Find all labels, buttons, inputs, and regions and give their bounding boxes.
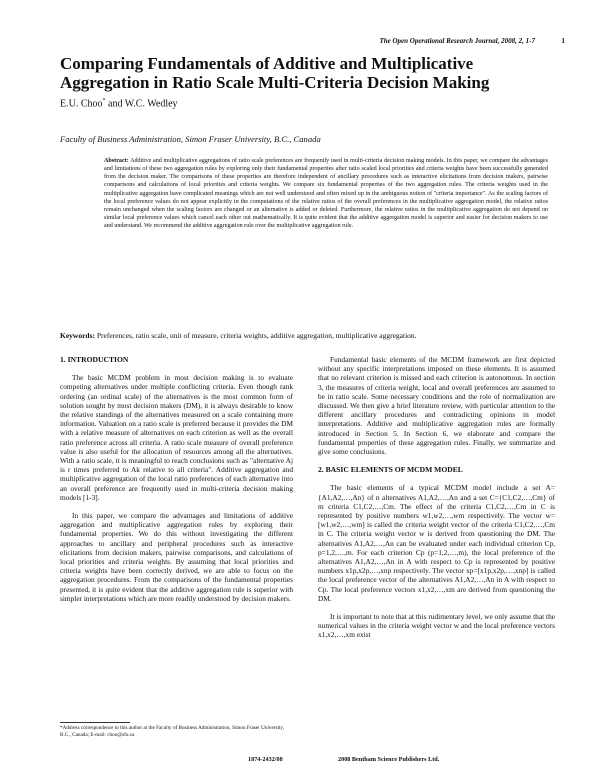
author-line <box>60 98 178 109</box>
section-heading-introduction: 1. INTRODUCTION <box>60 355 129 364</box>
abstract-label: Abstract: <box>104 158 129 164</box>
running-head <box>60 37 565 45</box>
intro-paragraph-1: The basic MCDM problem in most decision making is to evaluate competing alternatives under multiple conflicting criteria. Even though rank ordering (an ordinal scale) of the alternatives is the most common form of solution sought by most decision makers (DM), it is always desirable to know the relative standings of the alternatives measured on a scale containing more information. Valuation on a ratio scale is preferred because it provides the DM with a relative measure of alternatives on each criterion as well as the overall ratio preference across all criteria. A ratio scale measure of overall preference value is also useful for the allocation of resources among all the alternatives. With a ratio scale, it is meaningful to reach conclusions such as "alternative Aj is r times preferred to Ak relative to all criteria". Additive aggregation and multiplicative aggregation of the local ratio preferences of each alternative into an overall preference are frequently used in multi-criteria decision making models [1-3]. <box>60 373 293 502</box>
keywords-label: Keywords: <box>60 331 95 340</box>
abstract-text: Additive and multiplicative aggregations of ratio scale preferences are frequently used in multi-criteria decision making models. In this paper, we compare the advantages and limitations of these two aggregation rules by exploring only their fundamental properties after ratio scaled local priorities and criteria weights have been successfully generated from the decision maker. The comparisons of these properties are therefore independent of ancillary procedures such as interactive elicitations from decision makers, pairwise comparisons and calculations of local priorities and criteria weights. We compare six fundamental properties of the two aggregation rules. The criteria weights used in the multiplicative aggregation have complicated meanings which are not well understood and often mixed up in the ambiguous notion of "criteria importance". As the scaling factors of the local preference values do not appear explicitly in the computations of the relative ratios of the overall preferences in the multiplicative aggregation model, the relative ratios remain unchanged when the scaling factors are changed or an alternative is added or deleted. Furthermore, the relative ratios in the multiplicative aggregation do not depend on similar local preference values which cancel each other out mathematically. It is quite evident that the additive aggregation model is superior and easier for decision makers to use and understand. We recommend the additive aggregation rule over the multiplicative aggregation rule. <box>104 158 548 230</box>
publisher-line: 2008 Bentham Science Publishers Ltd. <box>338 756 440 763</box>
keywords-text: Preferences, ratio scale, unit of measure, criteria weights, additive aggregation, multiplicative aggregation. <box>96 331 417 340</box>
intro-paragraph-2: In this paper, we compare the advantages and limitations of additive aggregation and multiplicative aggregation rules by exploring their fundamental properties. We do this without investigating the different approaches to ancillary and peripheral procedures such as interactive elicitations from decision makers, pairwise comparisons, and calculations of local priorities and criteria weights. By assuming that local priorities and criteria weights have been correctly derived, we are able to focus on the aggregation procedures. From the comparisons of the fundamental properties presented, it is quite evident that the additive aggregation rule is superior with simpler interpretations which are more readily understood by decision makers. <box>60 511 293 603</box>
correspondence-marker: * <box>102 98 106 104</box>
paper-title: Comparing Fundamentals of Additive and Multiplicative Aggregation in Ratio Scale Multi-Criteria Decision Making <box>60 54 490 92</box>
issn: 1874-2432/08 <box>248 756 283 763</box>
author-wedley: and W.C. Wedley <box>108 98 178 110</box>
author-choo: E.U. Choo <box>60 98 103 110</box>
keywords <box>60 331 560 340</box>
section2-paragraph-1: The basic elements of a typical MCDM model include a set A={A1,A2,…,An} of n alternatives A1,A2,…,An and a set C={C1,C2,…,Cm} of m criteria C1,C2,…,Cm. The effect of the criteria C1,C2,…,Cm in C is represented by positive numbers w1,w2,…,wm respectively. The vector w=[w1,w2,…,wm] is called the criteria weight vector of the criteria C1,C2,…,Cm in C. The criteria weight vector w is derived from questioning the DM. The alternatives A1,A2,…,An can be evaluated under each individual criterion Cp, p=1,2,…,m. For each criterion Cp (p=1,2,…,m), the local preference of the alternatives A1,A2,…,An in A with respect to Cp is represented by positive numbers x1p,x2p,…,xnp respectively. The vector xp=[x1p,x2p,…,xnp] is called the local preference vector of the alternatives A1,A2,…,An in A with respect to Cp. The local preference vectors x1,x2,…,xm are derived from questioning the DM. <box>318 483 555 603</box>
page-number: 1 <box>561 37 565 45</box>
right-column <box>318 355 555 649</box>
correspondence-footnote <box>60 725 293 739</box>
section-heading-basic-elements: 2. BASIC ELEMENTS OF MCDM MODEL <box>318 465 463 475</box>
intro-paragraph-3: Fundamental basic elements of the MCDM framework are first depicted without any specific interpretations imposed on these elements. It is assumed that no relevant criterion is missed and each criterion is autonomous. In section 3, the measures of criteria weight, local and overall preferences are assumed to be in ratio scale. Some necessary conditions and the role of normalization are discussed. We then give a brief literature review, with particular attention to the different ancillary procedures and contradicting opinions in model interpretations. Additive and multiplicative aggregation rules are formally introduced in Section 5. In Section 6, we elaborate and compare the fundamental properties of these aggregation rules. Finally, we summarize and give some conclusions. <box>318 355 555 457</box>
footnote-text: *Address correspondence to this author at the Faculty of Business Administration, Simon Fraser University, B.C., Canada; E-mail: choo@sfu.ca <box>60 725 284 738</box>
journal-citation: The Open Operational Research Journal, 2008, 2, 1-7 <box>379 37 535 45</box>
section2-paragraph-2: It is important to note that at this rudimentary level, we only assume that the numerical values in the criteria weight vector w and the local preference vectors x1,x2,…,xm exist <box>318 612 555 640</box>
left-column <box>60 355 293 612</box>
abstract <box>104 157 548 230</box>
footnote-divider <box>60 722 130 723</box>
affiliation: Faculty of Business Administration, Simon Fraser University, B.C., Canada <box>60 134 321 144</box>
